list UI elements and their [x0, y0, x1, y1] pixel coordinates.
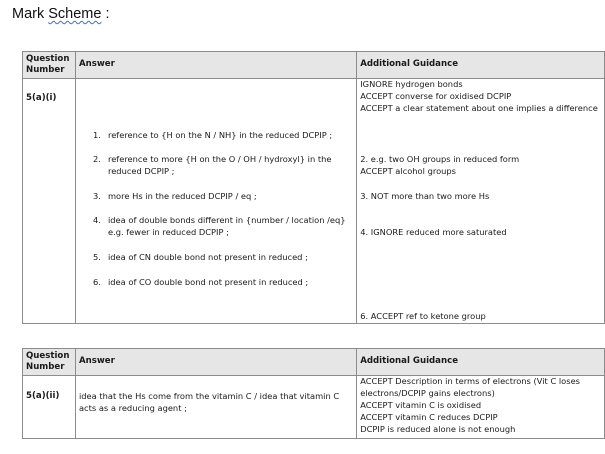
- page-title: [12, 6, 110, 22]
- header-question-number: Question Number: [23, 349, 76, 376]
- header-question-number: Question Number: [23, 52, 76, 79]
- guidance-item-4: 4. IGNORE reduced more saturated: [360, 227, 507, 238]
- answer-cell: [75, 79, 356, 324]
- guidance-item-3: 3. NOT more than two more Hs: [360, 191, 490, 202]
- header-answer: Answer: [75, 52, 356, 79]
- table-row: [23, 79, 605, 324]
- table-header-row: [23, 52, 605, 79]
- guidance-cell: [357, 79, 605, 324]
- title-mark: Mark: [12, 6, 49, 22]
- answer-item-4: 4. idea of double bonds different in {number / location /eq} e.g. fewer in reduced DCPIP ;: [92, 215, 346, 237]
- guidance-general-1: IGNORE hydrogen bonds: [360, 79, 463, 90]
- table-header-row: [23, 349, 605, 376]
- guidance-item-2: 2. e.g. two OH groups in reduced form: [360, 154, 520, 165]
- guidance-electrons: ACCEPT Description in terms of electrons (Vit C loses electrons/DCPIP gains electrons): [360, 376, 581, 398]
- answer-item-5: 5. idea of CN double bond not present in reduced ;: [92, 252, 308, 263]
- guidance-oxidised: ACCEPT vitamin C is oxidised: [360, 400, 482, 411]
- header-additional-guidance: Additional Guidance: [357, 349, 605, 376]
- table-row: [23, 376, 605, 439]
- question-number: 5(a)(ii): [26, 391, 60, 402]
- mark-scheme-table-5ai: [22, 51, 605, 324]
- answer-item-2: 2. reference to more {H on the O / OH / hydroxyl} in the reduced DCPIP ;: [92, 154, 332, 176]
- guidance-cell: [357, 376, 605, 439]
- guidance-general-2: ACCEPT converse for oxidised DCPIP: [360, 91, 512, 102]
- guidance-item-2-accept: ACCEPT alcohol groups: [360, 166, 456, 177]
- answer-text: idea that the Hs come from the vitamin C / idea that vitamin C acts as a reducing agent ;: [78, 391, 340, 413]
- header-additional-guidance: Additional Guidance: [357, 52, 605, 79]
- title-colon: :: [101, 6, 110, 22]
- header-answer: Answer: [75, 349, 356, 376]
- guidance-general-3: ACCEPT a clear statement about one implies a difference: [360, 103, 598, 114]
- answer-item-6: 6. idea of CO double bond not present in reduced ;: [92, 277, 309, 288]
- guidance-not-enough: DCPIP is reduced alone is not enough: [360, 424, 516, 435]
- question-number: 5(a)(i): [26, 93, 57, 104]
- mark-scheme-table-5aii: [22, 348, 605, 439]
- answer-item-1: 1. reference to {H on the N / NH} in the reduced DCPIP ;: [92, 130, 333, 141]
- title-scheme-spellcheck: Scheme: [48, 6, 102, 22]
- answer-item-3: 3. more Hs in the reduced DCPIP / eq ;: [92, 191, 257, 202]
- question-number-cell: [23, 79, 76, 324]
- question-number-cell: [23, 376, 76, 439]
- guidance-item-6: 6. ACCEPT ref to ketone group: [360, 311, 486, 322]
- guidance-reduces: ACCEPT vitamin C reduces DCPIP: [360, 412, 498, 423]
- answer-cell: [75, 376, 356, 439]
